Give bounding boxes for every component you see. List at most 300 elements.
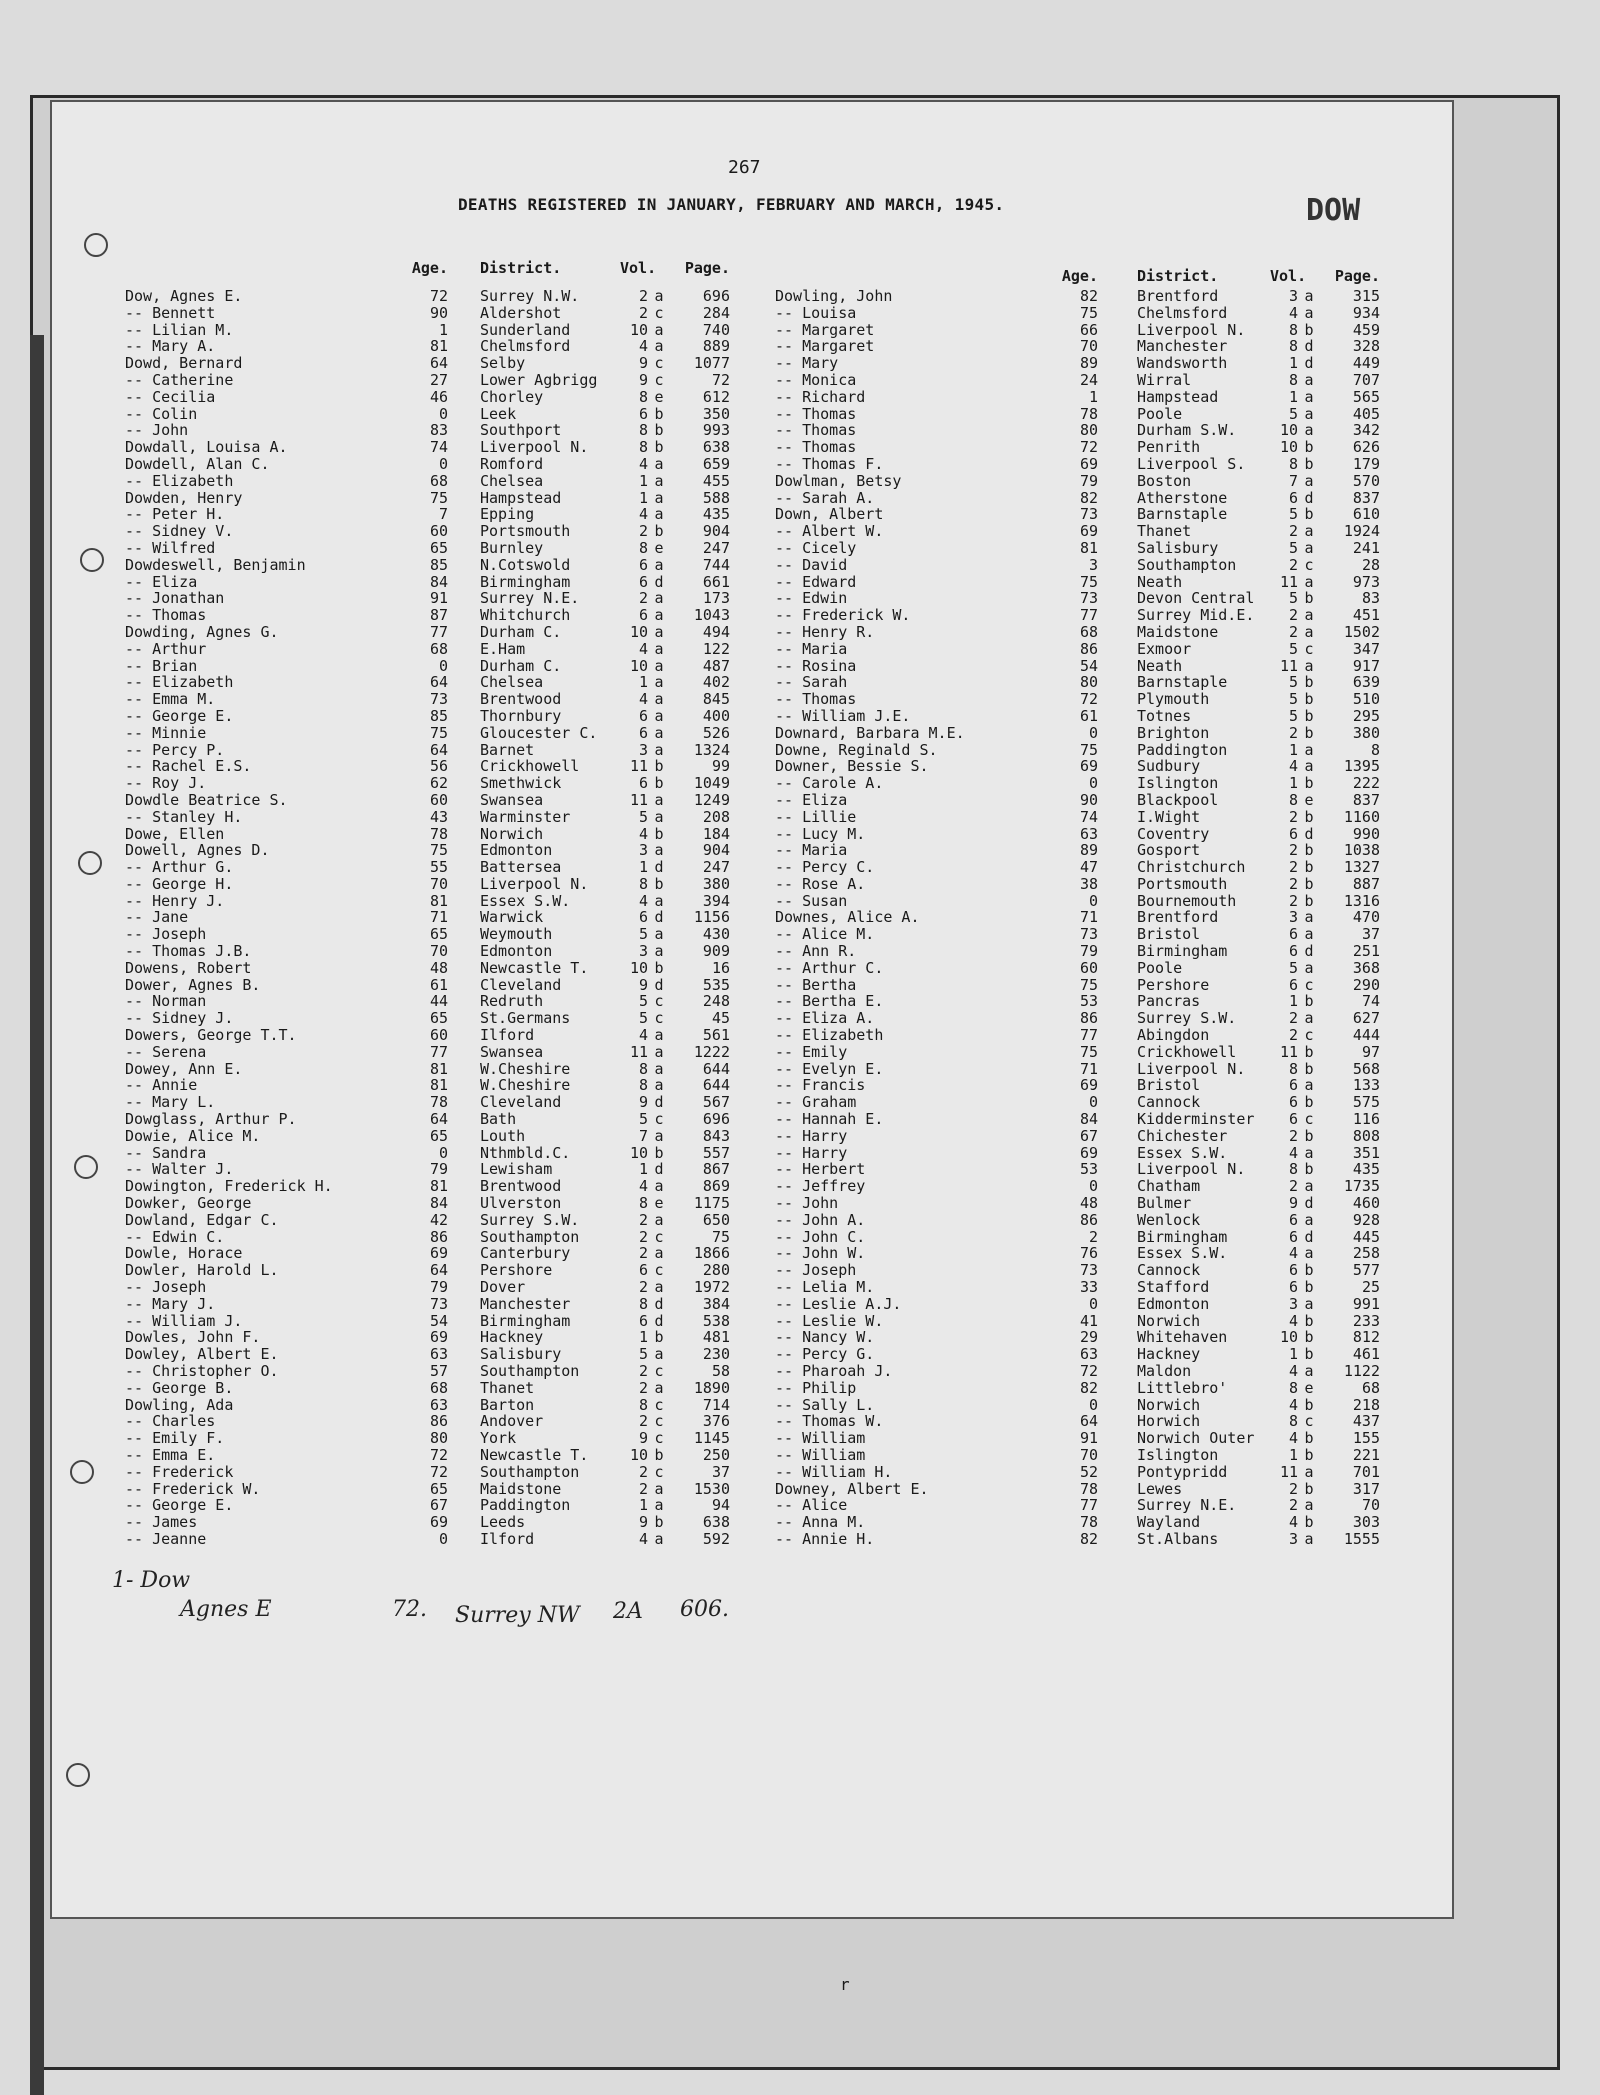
entry-name: -- Mary <box>775 354 839 373</box>
entry-age: 63 <box>429 1345 448 1364</box>
entry-name: Dow, Agnes E. <box>125 287 243 305</box>
register-entry <box>775 1076 1380 1095</box>
entry-page: 444 <box>1352 1026 1380 1045</box>
entry-vol-letter: b <box>654 1513 664 1532</box>
entry-district: Totnes <box>1137 706 1192 725</box>
entry-age: 0 <box>438 454 448 473</box>
entry-page: 650 <box>702 1210 730 1229</box>
entry-name: -- Annie H. <box>775 1529 875 1548</box>
entry-name: -- John <box>125 421 189 440</box>
age-header: Age. <box>1061 267 1098 285</box>
entry-name: -- William <box>775 1445 866 1464</box>
entry-page: 869 <box>702 1177 730 1196</box>
entry-vol: 4 <box>638 454 648 473</box>
entry-name: -- William J. <box>125 1311 243 1330</box>
entry-district: Islington <box>1137 1445 1219 1464</box>
entry-district: Portsmouth <box>480 522 571 541</box>
entry-age: 42 <box>429 1210 448 1229</box>
entry-district: Canterbury <box>480 1244 571 1263</box>
entry-vol: 3 <box>1288 1529 1298 1548</box>
entry-page: 1890 <box>693 1378 730 1397</box>
entry-page: 1077 <box>693 354 730 373</box>
register-entry <box>775 370 1380 389</box>
entry-vol: 4 <box>638 639 648 658</box>
register-entry <box>775 1227 1380 1246</box>
entry-age: 67 <box>1079 1126 1098 1145</box>
entry-vol-letter: b <box>654 958 664 977</box>
entry-vol-letter: b <box>1304 1328 1314 1347</box>
entry-district: Edmonton <box>480 942 553 961</box>
entry-vol: 5 <box>1288 673 1298 692</box>
entry-district: Lewes <box>1137 1479 1183 1498</box>
entry-name: -- William J.E. <box>775 706 911 725</box>
entry-district: Norwich <box>480 824 544 843</box>
entry-vol: 2 <box>638 1210 648 1229</box>
entry-name: -- Thomas W. <box>775 1412 884 1431</box>
entry-district: Pershore <box>1137 975 1210 994</box>
entry-name: -- Hannah E. <box>775 1110 884 1129</box>
entry-vol-letter: a <box>654 639 664 658</box>
entry-vol: 6 <box>1288 1110 1298 1129</box>
entry-page: 714 <box>702 1395 730 1414</box>
entry-page: 1038 <box>1343 841 1380 860</box>
handwritten-age: 72. <box>392 1597 427 1622</box>
entry-vol-letter: b <box>1304 1278 1314 1297</box>
entry-age: 85 <box>429 555 448 574</box>
entry-district: Dover <box>480 1278 526 1297</box>
entry-name: -- Joseph <box>125 1278 207 1297</box>
entry-vol: 2 <box>1288 1177 1298 1196</box>
entry-vol: 8 <box>1288 790 1298 809</box>
entry-district: Manchester <box>1137 337 1228 356</box>
entry-vol: 5 <box>1288 690 1298 709</box>
entry-vol-letter: c <box>654 992 664 1011</box>
entry-vol-letter: c <box>1304 975 1314 994</box>
entry-vol-letter: b <box>1304 589 1314 608</box>
entry-name: -- Percy C. <box>775 858 875 877</box>
entry-vol-letter: a <box>1304 1362 1314 1380</box>
entry-vol-letter: a <box>1304 1496 1314 1515</box>
register-entry <box>775 572 1380 591</box>
entry-name: Down, Albert <box>775 505 884 524</box>
register-entry <box>775 1278 1380 1297</box>
entry-name: Dowker, George <box>125 1194 252 1213</box>
entry-vol-letter: b <box>1304 1429 1314 1448</box>
entry-name: -- Catherine <box>125 370 234 389</box>
entry-vol: 2 <box>638 1227 648 1246</box>
entry-vol: 5 <box>1288 589 1298 608</box>
entry-page: 449 <box>1352 354 1380 373</box>
register-entry <box>775 1529 1380 1548</box>
entry-name: -- Elizabeth <box>775 1026 884 1045</box>
entry-vol-letter: d <box>654 1311 664 1330</box>
entry-vol: 5 <box>1288 958 1298 977</box>
register-entry <box>125 723 730 742</box>
entry-age: 62 <box>429 774 448 793</box>
entry-district: Cleveland <box>480 975 562 994</box>
entry-page: 644 <box>702 1059 730 1078</box>
register-entry <box>125 370 730 389</box>
entry-vol: 2 <box>1288 555 1298 574</box>
entry-vol-letter: a <box>1304 1529 1314 1548</box>
entry-name: -- Sidney V. <box>125 522 234 541</box>
register-entry <box>775 606 1380 625</box>
entry-vol: 4 <box>1288 1143 1298 1162</box>
entry-page: 380 <box>702 874 730 893</box>
entry-district: Southport <box>480 421 562 440</box>
entry-page: 208 <box>702 807 730 826</box>
entry-page: 315 <box>1352 287 1380 305</box>
entry-page: 247 <box>702 858 730 877</box>
entry-age: 54 <box>429 1311 448 1330</box>
entry-vol-letter: a <box>654 606 664 625</box>
entry-page: 184 <box>702 824 730 843</box>
register-entry <box>775 975 1380 994</box>
register-entry <box>125 1076 730 1095</box>
entry-age: 75 <box>1079 303 1098 322</box>
entry-vol: 4 <box>638 1529 648 1548</box>
entry-district: Bristol <box>1137 1076 1201 1095</box>
entry-page: 230 <box>702 1345 730 1364</box>
handwritten-district: Surrey NW <box>455 1603 580 1628</box>
entry-vol: 1 <box>638 1496 648 1515</box>
entry-district: Ilford <box>480 1529 535 1548</box>
entry-name: -- Bertha <box>775 975 857 994</box>
entry-vol: 10 <box>629 320 648 339</box>
page-number: 267 <box>728 157 761 178</box>
entry-vol-letter: a <box>654 1042 664 1061</box>
entry-vol-letter: b <box>1304 1513 1314 1532</box>
entry-district: Selby <box>480 354 526 373</box>
entry-page: 376 <box>702 1412 730 1431</box>
entry-age: 86 <box>429 1227 448 1246</box>
register-entry <box>775 454 1380 473</box>
entry-page: 659 <box>702 454 730 473</box>
register-entry <box>775 1294 1380 1313</box>
entry-vol: 6 <box>1288 1278 1298 1297</box>
entry-page: 561 <box>702 1026 730 1045</box>
entry-district: Barnstaple <box>1137 505 1228 524</box>
entry-name: -- Graham <box>775 1093 857 1112</box>
register-entry <box>125 690 730 709</box>
entry-page: 445 <box>1352 1227 1380 1246</box>
entry-name: -- Sally L. <box>775 1395 875 1414</box>
register-entry <box>775 1261 1380 1280</box>
entry-vol: 2 <box>1288 1479 1298 1498</box>
entry-vol-letter: a <box>1304 404 1314 423</box>
entry-district: Chelsea <box>480 471 544 490</box>
entry-vol-letter: a <box>1304 1177 1314 1196</box>
vol-header: Vol. <box>1270 267 1307 285</box>
entry-age: 0 <box>438 1529 448 1548</box>
entry-vol-letter: a <box>654 1479 664 1498</box>
register-entry <box>775 1026 1380 1045</box>
entry-vol-letter: a <box>1304 522 1314 541</box>
entry-age: 48 <box>1079 1194 1098 1213</box>
register-entry <box>125 303 730 322</box>
entry-page: 661 <box>702 572 730 591</box>
entry-vol-letter: a <box>654 891 664 910</box>
entry-vol-letter: d <box>1304 942 1314 961</box>
entry-age: 78 <box>1079 1479 1098 1498</box>
district-header: District. <box>480 259 562 277</box>
entry-page: 535 <box>702 975 730 994</box>
entry-name: Dowling, John <box>775 287 893 305</box>
entry-name: Dowlman, Betsy <box>775 471 902 490</box>
register-entry <box>125 975 730 994</box>
surname-tag: DOW <box>1306 193 1361 228</box>
entry-vol: 3 <box>638 942 648 961</box>
entry-vol-letter: a <box>654 740 664 759</box>
entry-name: Dowdall, Louisa A. <box>125 438 288 457</box>
entry-district: Littlebro' <box>1137 1378 1228 1397</box>
entry-page: 808 <box>1352 1126 1380 1145</box>
entry-district: Swansea <box>480 790 544 809</box>
entry-vol-letter: b <box>1304 1059 1314 1078</box>
entry-vol-letter: a <box>654 320 664 339</box>
entry-age: 56 <box>429 757 448 776</box>
entry-vol: 1 <box>638 673 648 692</box>
entry-vol: 6 <box>638 908 648 927</box>
entry-vol: 1 <box>1288 1445 1298 1464</box>
entry-age: 1 <box>438 320 448 339</box>
entry-name: -- Emily F. <box>125 1429 225 1448</box>
district-header: District. <box>1137 267 1219 285</box>
entry-name: Dowley, Albert E. <box>125 1345 279 1364</box>
entry-name: -- Joseph <box>125 925 207 944</box>
entry-name: -- Frederick W. <box>125 1479 261 1498</box>
entry-vol: 1 <box>1288 354 1298 373</box>
entry-vol-letter: e <box>1304 1378 1314 1397</box>
entry-vol: 1 <box>1288 387 1298 406</box>
entry-age: 0 <box>1088 1093 1098 1112</box>
entry-page: 45 <box>711 1009 730 1028</box>
entry-vol: 6 <box>1288 1093 1298 1112</box>
entry-district: Surrey S.W. <box>480 1210 580 1229</box>
punch-hole <box>66 1763 90 1787</box>
entry-age: 72 <box>1079 1362 1098 1380</box>
entry-age: 64 <box>1079 1412 1098 1431</box>
entry-name: -- Thomas <box>775 421 857 440</box>
register-entry <box>775 992 1380 1011</box>
entry-name: -- Arthur <box>125 639 207 658</box>
entry-vol: 9 <box>638 354 648 373</box>
entry-page: 248 <box>702 992 730 1011</box>
entry-district: Birmingham <box>1137 942 1228 961</box>
entry-age: 77 <box>429 1042 448 1061</box>
entry-page: 70 <box>1361 1496 1380 1515</box>
entry-vol: 8 <box>638 538 648 557</box>
entry-vol: 9 <box>638 975 648 994</box>
entry-page: 1222 <box>693 1042 730 1061</box>
entry-age: 44 <box>429 992 448 1011</box>
entry-district: Brentford <box>1137 908 1219 927</box>
entry-vol: 5 <box>638 1345 648 1364</box>
entry-age: 0 <box>438 404 448 423</box>
entry-age: 0 <box>438 656 448 675</box>
punch-hole <box>70 1460 94 1484</box>
entry-vol-letter: b <box>1304 1311 1314 1330</box>
entry-age: 60 <box>1079 958 1098 977</box>
register-entry <box>775 538 1380 557</box>
punch-hole <box>74 1155 98 1179</box>
entry-vol-letter: c <box>1304 1110 1314 1129</box>
entry-vol-letter: b <box>1304 992 1314 1011</box>
entry-name: -- Cecilia <box>125 387 216 406</box>
entry-page: 812 <box>1352 1328 1380 1347</box>
entry-name: -- Louisa <box>775 303 857 322</box>
entry-vol-letter: b <box>1304 1479 1314 1498</box>
entry-vol: 6 <box>1288 925 1298 944</box>
entry-name: -- Brian <box>125 656 198 675</box>
entry-age: 68 <box>429 1378 448 1397</box>
register-entry <box>775 841 1380 860</box>
entry-page: 638 <box>702 438 730 457</box>
entry-page: 481 <box>702 1328 730 1347</box>
register-entry <box>125 807 730 826</box>
entry-vol: 6 <box>1288 1210 1298 1229</box>
entry-vol-letter: a <box>654 942 664 961</box>
entry-name: -- Elizabeth <box>125 673 234 692</box>
entry-vol-letter: c <box>654 1395 664 1414</box>
register-entry <box>125 404 730 423</box>
register-entry <box>125 891 730 910</box>
entry-age: 81 <box>429 891 448 910</box>
entry-name: -- Margaret <box>775 337 875 356</box>
entry-vol: 6 <box>638 1311 648 1330</box>
entry-vol-letter: a <box>1304 740 1314 759</box>
entry-name: -- Arthur G. <box>125 858 234 877</box>
entry-age: 82 <box>1079 287 1098 305</box>
entry-age: 73 <box>1079 1261 1098 1280</box>
entry-age: 68 <box>1079 622 1098 641</box>
entry-page: 592 <box>702 1529 730 1548</box>
register-entry <box>775 1059 1380 1078</box>
entry-vol: 8 <box>1288 1412 1298 1431</box>
entry-district: Thornbury <box>480 706 562 725</box>
entry-district: Wenlock <box>1137 1210 1201 1229</box>
register-entry <box>775 673 1380 692</box>
entry-age: 75 <box>1079 572 1098 591</box>
entry-age: 84 <box>429 1194 448 1213</box>
entry-vol-letter: a <box>1304 757 1314 776</box>
register-entry <box>125 1210 730 1229</box>
entry-vol-letter: d <box>654 858 664 877</box>
entry-vol: 9 <box>638 1093 648 1112</box>
entry-district: Hampstead <box>480 488 562 507</box>
entry-district: Paddington <box>1137 740 1228 759</box>
register-entry <box>125 606 730 625</box>
entry-name: -- Sarah <box>775 673 848 692</box>
register-entry <box>775 1395 1380 1414</box>
page-header: Page. <box>1334 267 1380 285</box>
entry-vol-letter: c <box>654 1362 664 1380</box>
entry-vol-letter: b <box>1304 1160 1314 1179</box>
entry-district: Portsmouth <box>1137 874 1228 893</box>
entry-vol-letter: a <box>654 1278 664 1297</box>
entry-vol: 2 <box>1288 891 1298 910</box>
entry-name: -- Pharoah J. <box>775 1362 893 1380</box>
entry-page: 845 <box>702 690 730 709</box>
register-entry <box>125 538 730 557</box>
entry-name: -- Thomas <box>775 404 857 423</box>
entry-district: Kidderminster <box>1137 1110 1255 1129</box>
entry-vol-letter: d <box>654 908 664 927</box>
entry-vol-letter: d <box>654 572 664 591</box>
entry-vol-letter: a <box>1304 370 1314 389</box>
entry-vol-letter: a <box>654 723 664 742</box>
entry-district: Liverpool S. <box>1137 454 1246 473</box>
entry-vol: 2 <box>1288 1009 1298 1028</box>
register-entry <box>125 454 730 473</box>
entry-vol-letter: a <box>1304 538 1314 557</box>
entry-district: Newcastle T. <box>480 958 589 977</box>
register-entry <box>125 1513 730 1532</box>
entry-age: 89 <box>1079 354 1098 373</box>
register-entry <box>125 287 730 305</box>
entry-name: Dowland, Edgar C. <box>125 1210 279 1229</box>
entry-age: 78 <box>1079 404 1098 423</box>
entry-district: I.Wight <box>1137 807 1201 826</box>
entry-age: 60 <box>429 522 448 541</box>
page-header: Page. <box>684 259 730 277</box>
entry-district: Wandsworth <box>1137 354 1228 373</box>
register-entry <box>775 807 1380 826</box>
entry-district: Atherstone <box>1137 488 1228 507</box>
entry-age: 75 <box>429 488 448 507</box>
entry-vol: 2 <box>1288 1496 1298 1515</box>
entry-district: Salisbury <box>480 1345 562 1364</box>
entry-vol: 4 <box>638 337 648 356</box>
entry-district: Brentwood <box>480 690 562 709</box>
entry-page: 1555 <box>1343 1529 1380 1548</box>
entry-district: Christchurch <box>1137 858 1246 877</box>
register-entry <box>775 639 1380 658</box>
register-entry <box>125 1345 730 1364</box>
entry-vol: 4 <box>1288 1244 1298 1263</box>
entry-district: Surrey N.E. <box>1137 1496 1237 1515</box>
entry-page: 887 <box>1352 874 1380 893</box>
punch-hole <box>84 233 108 257</box>
entry-page: 990 <box>1352 824 1380 843</box>
entry-district: Chorley <box>480 387 544 406</box>
entry-page: 567 <box>702 1093 730 1112</box>
entry-age: 68 <box>429 639 448 658</box>
entry-vol: 4 <box>638 1177 648 1196</box>
entry-vol-letter: b <box>1304 858 1314 877</box>
register-entry <box>775 706 1380 725</box>
entry-vol: 11 <box>1279 1042 1298 1061</box>
register-entry <box>775 320 1380 339</box>
entry-page: 1160 <box>1343 807 1380 826</box>
entry-age: 69 <box>1079 522 1098 541</box>
entry-vol: 8 <box>638 1076 648 1095</box>
entry-name: -- Carole A. <box>775 774 884 793</box>
entry-age: 73 <box>429 690 448 709</box>
register-entry <box>775 1328 1380 1347</box>
register-entry <box>125 1143 730 1162</box>
entry-vol: 7 <box>1288 471 1298 490</box>
entry-page: 993 <box>702 421 730 440</box>
entry-age: 80 <box>429 1429 448 1448</box>
entry-name: -- Mary J. <box>125 1294 216 1313</box>
entry-age: 71 <box>1079 908 1098 927</box>
register-entry <box>125 1093 730 1112</box>
register-entry <box>775 774 1380 793</box>
entry-page: 68 <box>1361 1378 1380 1397</box>
entry-age: 67 <box>429 1496 448 1515</box>
register-entry <box>125 1445 730 1464</box>
